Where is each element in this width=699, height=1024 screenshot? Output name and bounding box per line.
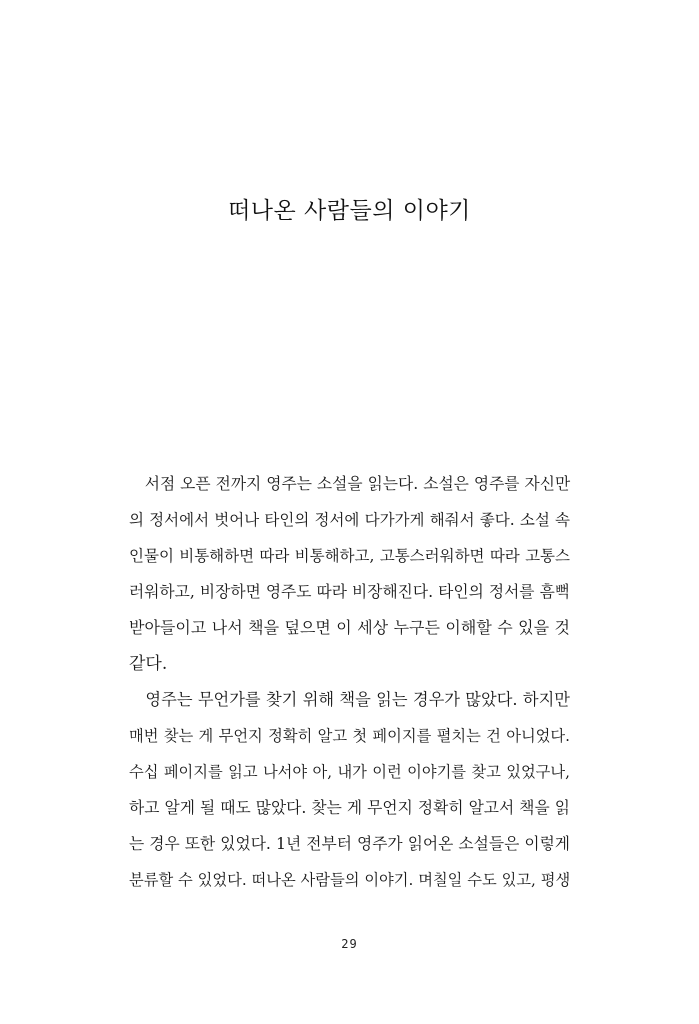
text-line: 서점 오픈 전까지 영주는 소설을 읽는다. 소설은 영주를 자신만 — [129, 474, 571, 493]
page-number: 29 — [341, 937, 358, 951]
chapter-title: 떠나온 사람들의 이야기 — [228, 198, 471, 224]
text-line: 의 정서에서 벗어나 타인의 정서에 다가가게 해줘서 좋다. 소설 속 — [129, 511, 570, 529]
text-line: 매번 찾는 게 무언지 정확히 알고 첫 페이지를 펼치는 건 아니었다. — [129, 727, 570, 745]
text-line: 분류할 수 있었다. 떠나온 사람들의 이야기. 며칠일 수도 있고, 평생 — [129, 871, 571, 889]
text-line: 영주는 무언가를 찾기 위해 책을 읽는 경우가 많았다. 하지만 — [129, 690, 570, 709]
text-line: 받아들이고 나서 책을 덮으면 이 세상 누구든 이해할 수 있을 것 — [129, 618, 570, 637]
text-line: 같다. — [129, 654, 168, 674]
text-line: 인물이 비통해하면 따라 비통해하고, 고통스러워하면 따라 고통스 — [129, 547, 570, 565]
body-text — [129, 466, 570, 898]
text-line: 러워하고, 비장하면 영주도 따라 비장해진다. 타인의 정서를 흠뻑 — [129, 582, 570, 601]
text-line: 는 경우 또한 있었다. 1년 전부터 영주가 읽어온 소설들은 이렇게 — [129, 834, 570, 853]
text-line: 수십 페이지를 읽고 나서야 아, 내가 이런 이야기를 찾고 있었구나, — [129, 763, 570, 781]
text-line: 하고 알게 될 때도 많았다. 찾는 게 무언지 정확히 알고서 책을 읽 — [129, 798, 570, 817]
